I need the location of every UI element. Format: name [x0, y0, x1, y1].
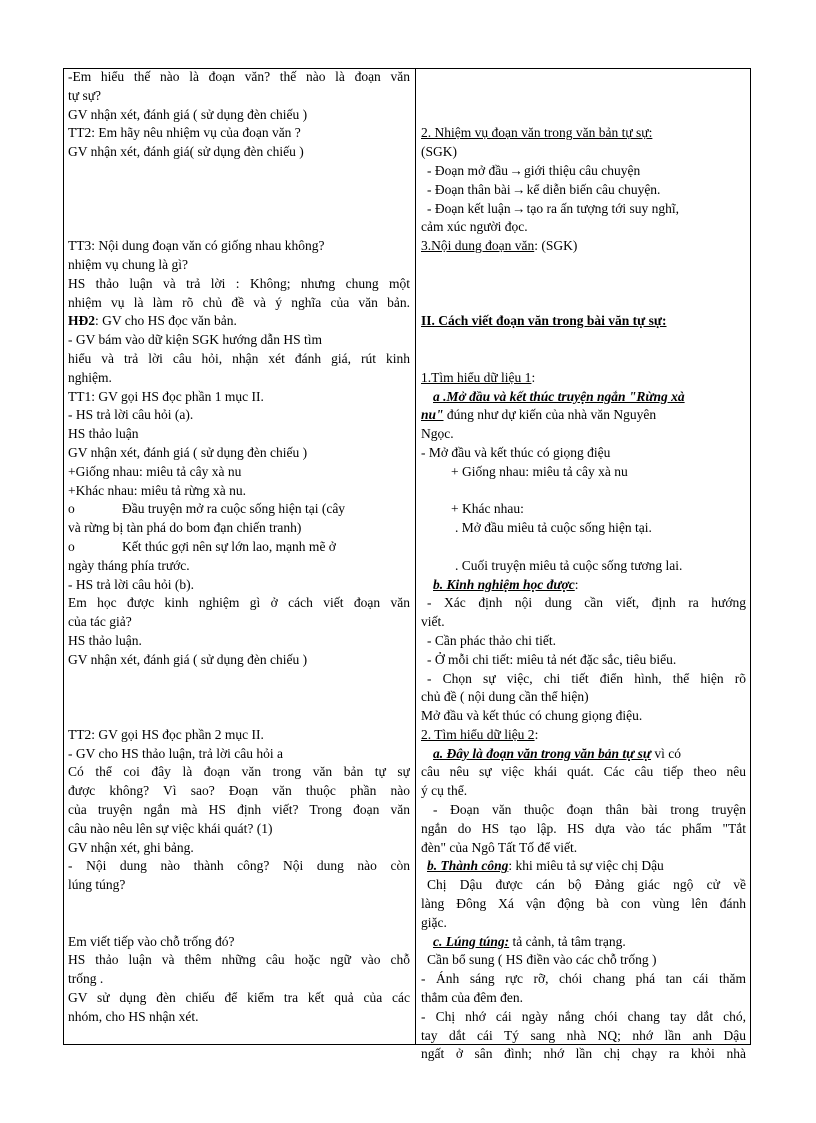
section-heading: 2. Tìm hiểu dữ liệu 2 — [421, 726, 535, 742]
right-line: tay dắt cái Tý sang nhà NQ; nhớ lần anh Dậu — [421, 1027, 746, 1043]
left-line-text: : GV cho HS đọc văn bản. — [95, 313, 237, 329]
left-line: TT2: Em hãy nêu nhiệm vụ của đoạn văn ? — [68, 125, 301, 141]
left-line — [68, 312, 410, 331]
right-line: làng Đông Xá vận động bà con vùng lên đánh — [421, 896, 746, 912]
left-line: trống . — [68, 971, 104, 987]
left-line: +Giống nhau: miêu tả cây xà nu — [68, 463, 242, 479]
right-line: - Đoạn văn thuộc đoạn thân bài trong truyện — [433, 802, 746, 818]
left-line: và rừng bị tàn phá do bom đạn chiến tranh) — [68, 520, 302, 536]
right-line-text: vì có — [650, 745, 681, 761]
left-line: của tác giả? — [68, 614, 132, 630]
bullet-glyph: o — [68, 538, 75, 554]
right-line — [421, 237, 746, 256]
right-line-text: tạo ra ấn tượng tới suy nghĩ, — [526, 200, 680, 216]
left-line: - GV bám vào dữ kiện SGK hướng dẫn HS tìm — [68, 332, 323, 348]
right-line — [421, 576, 746, 595]
right-line: - Chọn sự việc, chi tiết điển hình, thể hiện rõ — [427, 670, 746, 686]
section-heading: c. Lúng túng: — [433, 933, 510, 949]
right-line: Mở đầu và kết thúc có chung giọng điệu. — [421, 708, 643, 724]
right-line: + Khác nhau: — [451, 501, 524, 517]
right-line — [421, 745, 746, 764]
left-line: hiểu và trả lời câu hỏi, nhận xét đánh giá, rút kinh — [68, 350, 410, 366]
right-line — [421, 406, 746, 425]
right-line — [421, 181, 746, 200]
left-line: TT3: Nội dung đoạn văn có giống nhau không? — [68, 238, 325, 254]
section-heading: b. Thành công — [427, 858, 509, 874]
right-line: thẳm của đêm đen. — [421, 990, 523, 1006]
left-line: HS thảo luận và thêm những câu hoặc ngữ vào chỗ — [68, 952, 410, 968]
right-line — [421, 369, 746, 388]
right-line-text: tả cảnh, tả tâm trạng. — [509, 933, 626, 949]
right-line-text: nu" — [421, 407, 444, 423]
section-heading: 3.Nội dung đoạn văn — [421, 238, 535, 254]
left-line: được không? Vì sao? Đoạn văn thuộc phần nào — [68, 783, 410, 799]
left-line: Em học được kinh nghiệm gì ở cách viết đoạn văn — [68, 595, 410, 611]
left-line: - HS trả lời câu hỏi (a). — [68, 407, 194, 423]
arrow-right-icon: → — [511, 200, 526, 216]
right-line — [421, 162, 746, 181]
right-line: (SGK) — [421, 144, 457, 160]
left-line — [68, 538, 410, 557]
right-line-text: giới thiệu câu chuyện — [524, 162, 641, 178]
section-heading: 2. Nhiệm vụ đoạn văn trong văn bản tự sự: — [421, 125, 653, 141]
left-line: nhóm, cho HS nhận xét. — [68, 1008, 199, 1024]
left-line: - Nội dung nào thành công? Nội dung nào còn — [68, 858, 410, 874]
arrow-right-icon: → — [509, 162, 523, 178]
right-line: - Ở mỗi chi tiết: miêu tả nét đặc sắc, tiêu biểu. — [427, 651, 677, 667]
right-line: - Ánh sáng rực rỡ, chói chang phá tan cái thăm — [421, 971, 746, 987]
right-line-text: kể diễn biến câu chuyện. — [526, 181, 661, 197]
arrow-right-icon: → — [511, 181, 526, 197]
right-line: - Xác định nội dung cần viết, định ra hướng — [427, 595, 746, 611]
left-line: câu nào nêu lên sự việc khái quát? (1) — [68, 820, 273, 836]
right-line — [421, 857, 746, 876]
right-line: - Mở đầu và kết thúc có giọng điệu — [421, 444, 611, 460]
section-heading: II. Cách viết đoạn văn trong bài văn tự sự: — [421, 313, 667, 329]
left-line: HS thảo luận và trả lời : Không; nhưng chung một — [68, 275, 410, 291]
section-heading: 1.Tìm hiểu dữ liệu 1 — [421, 369, 532, 385]
left-line: - GV cho HS thảo luận, trả lời câu hỏi a — [68, 745, 283, 761]
left-line: GV nhận xét, đánh giá ( sử dụng đèn chiếu ) — [68, 651, 308, 667]
left-line: nhiệm vụ chung là gì? — [68, 256, 188, 272]
left-line: HS thảo luận — [68, 426, 139, 442]
left-line: - HS trả lời câu hỏi (b). — [68, 576, 194, 592]
left-line — [68, 500, 410, 519]
left-line: lúng túng? — [68, 877, 126, 893]
right-line: câu nêu sự việc khái quát. Các câu tiếp theo nêu — [421, 764, 746, 780]
right-line: ngắn do HS tạo lập. HS dựa vào tác phẩm "Tắt — [421, 820, 746, 836]
right-line-text: : (SGK) — [534, 238, 578, 254]
right-line-text: - Đoạn kết luận — [427, 200, 511, 216]
right-line: Cần bổ sung ( HS điền vào các chỗ trống ) — [427, 952, 657, 968]
right-line-text: đúng như dự kiến của nhà văn Nguyên — [443, 407, 657, 423]
left-line: Em viết tiếp vào chỗ trống đó? — [68, 933, 235, 949]
left-line: TT1: GV gọi HS đọc phần 1 mục II. — [68, 388, 264, 404]
right-line: - Cần phác thảo chi tiết. — [427, 632, 556, 648]
right-line: Ngọc. — [421, 426, 454, 442]
right-line: . Cuối truyện miêu tả cuộc sống tương lai. — [455, 557, 683, 573]
left-line-text: Đầu truyện mở ra cuộc sống hiện tại (cây — [122, 501, 346, 517]
bullet-glyph: o — [68, 501, 75, 517]
right-line: a .Mở đầu và kết thúc truyện ngắn "Rừng xà — [433, 388, 685, 404]
left-line: ngày tháng phía trước. — [68, 557, 190, 573]
left-line: nhiệm vụ là làm rõ chủ đề và ý nghĩa của văn bản. — [68, 294, 410, 310]
left-line: nghiệm. — [68, 369, 112, 385]
left-column — [68, 68, 410, 1027]
right-line: ngất ở sân đình; nhớ lần chị chạy ra khỏi nhà — [421, 1046, 746, 1062]
right-line: chủ đề ( nội dung cần thể hiện) — [421, 689, 589, 705]
section-heading: a. Đây là đoạn văn trong văn bản tự sự — [433, 745, 651, 761]
left-line: TT2: GV gọi HS đọc phần 2 mục II. — [68, 726, 264, 742]
left-line: của truyện ngắn mà HS định viết? Trong đoạn văn — [68, 802, 410, 818]
left-line: -Em hiểu thế nào là đoạn văn? thế nào là đoạn văn — [68, 69, 410, 84]
activity-label: HĐ2 — [68, 313, 95, 329]
left-line: GV sử dụng đèn chiếu để kiểm tra kết quả của các — [68, 990, 410, 1006]
right-line — [421, 726, 746, 745]
right-line-text: - Đoạn mở đầu — [427, 162, 508, 178]
section-heading: b. Kinh nghiệm học được — [433, 576, 575, 592]
left-line: +Khác nhau: miêu tả rừng xà nu. — [68, 482, 247, 498]
right-line: - Chị nhớ cái ngày nắng chói chang tay dắt chó, — [421, 1008, 746, 1024]
left-line: Có thể coi đây là đoạn văn trong văn bản tự sự — [68, 764, 410, 780]
left-line: GV nhận xét, ghi bảng. — [68, 839, 194, 855]
right-line: viết. — [421, 614, 445, 630]
right-line — [421, 933, 746, 952]
right-line: đèn" của Ngô Tất Tố để viết. — [421, 839, 578, 855]
right-line-text: : khi miêu tả sự việc chị Dậu — [508, 858, 664, 874]
left-line: GV nhận xét, đánh giá ( sử dụng đèn chiếu ) — [68, 444, 308, 460]
left-line: GV nhận xét, đánh giá ( sử dụng đèn chiếu ) — [68, 106, 308, 122]
right-line: . Mở đầu miêu tả cuộc sống hiện tại. — [455, 520, 652, 536]
left-line-text: Kết thúc gợi nên sự lớn lao, mạnh mẽ ở — [122, 538, 336, 554]
right-line: giặc. — [421, 914, 447, 930]
right-line: cảm xúc người đọc. — [421, 219, 528, 235]
right-line — [421, 200, 746, 219]
right-line: ý cụ thể. — [421, 783, 468, 799]
left-line: HS thảo luận. — [68, 632, 142, 648]
right-line-text: : — [574, 576, 579, 592]
right-column — [421, 68, 746, 1064]
right-line: Chị Dậu được cán bộ Đảng giác ngộ cử về — [427, 877, 746, 893]
right-line-text: : — [531, 369, 536, 385]
right-line-text: - Đoạn thân bài — [427, 181, 511, 197]
right-line-text: : — [534, 726, 539, 742]
left-line: tự sự? — [68, 87, 102, 103]
left-line: GV nhận xét, đánh giá( sử dụng đèn chiếu ) — [68, 144, 304, 160]
right-line: + Giống nhau: miêu tả cây xà nu — [451, 463, 628, 479]
column-divider — [415, 68, 416, 1045]
